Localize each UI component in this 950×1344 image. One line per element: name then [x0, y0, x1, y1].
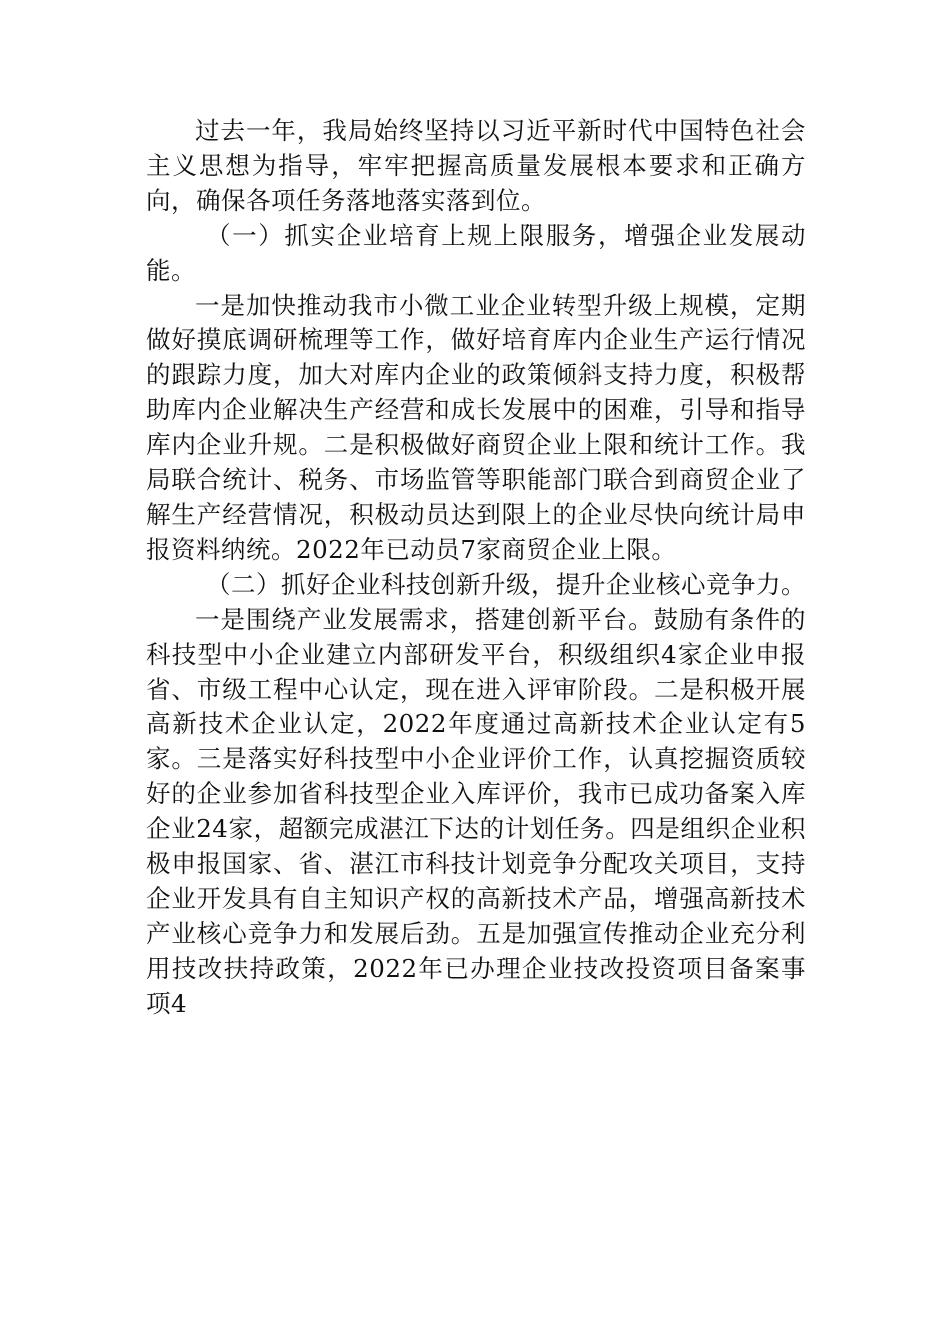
section-heading-1: （一）抓实企业培育上规上限服务，增强企业发展动能。 — [146, 220, 806, 285]
section-1-paragraph: 一是加快推动我市小微工业企业转型升级上规模，定期做好摸底调研梳理等工作，做好培育库内企业生产运行情况的跟踪力度，加大对库内企业的政策倾斜支持力度，积极帮助库内企业解决生产经营和成长发展中的困难，引导和指导库内企业升规。二是积极做好商贸企业上限和统计工作。我局联合统计、税务、市场监管等职能部门联合到商贸企业了解生产经营情况，积极动员达到限上的企业尽快向统计局申报资料纳统。2022年已动员7家商贸企业上限。 — [146, 290, 806, 564]
document-page — [146, 114, 806, 1022]
section-heading-2: （二）抓好企业科技创新升级，提升企业核心竞争力。 — [206, 569, 807, 599]
intro-paragraph: 过去一年，我局始终坚持以习近平新时代中国特色社会主义思想为指导，牢牢把握高质量发展根本要求和正确方向，确保各项任务落地落实落到位。 — [146, 116, 806, 215]
section-2-paragraph: 一是围绕产业发展需求，搭建创新平台。鼓励有条件的科技型中小企业建立内部研发平台，积级组织4家企业申报省、市级工程中心认定，现在进入评审阶段。二是积极开展高新技术企业认定，2022年度通过高新技术企业认定有5家。三是落实好科技型中小企业评价工作，认真挖掘资质较好的企业参加省科技型企业入库评价，我市已成功备案入库企业24家，超额完成湛江下达的计划任务。四是组织企业积极申报国家、省、湛江市科技计划竞争分配攻关项目，支持企业开发具有自主知识产权的高新技术产品，增强高新技术产业核心竞争力和发展后劲。五是加强宣传推动企业充分利用技改扶持政策，2022年已办理企业技改投资项目备案事项4 — [146, 604, 806, 1018]
